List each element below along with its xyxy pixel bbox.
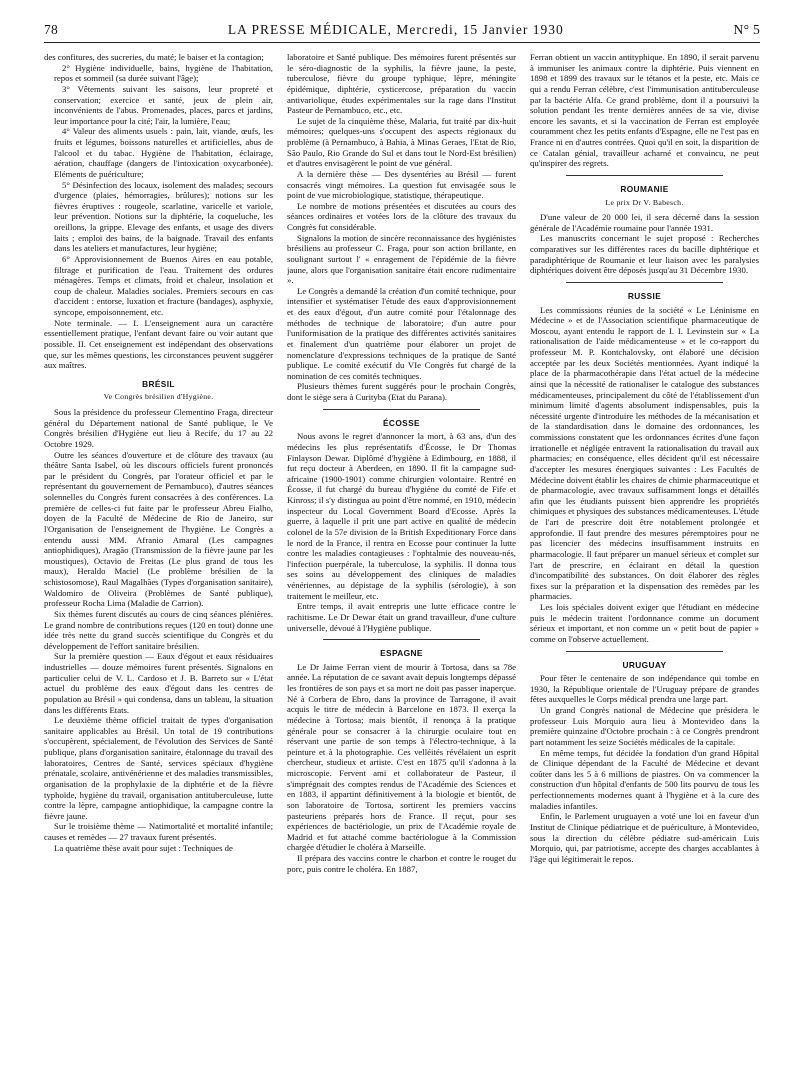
- paragraph: Pour fêter le centenaire de son indépendance qui tombe en 1930, la République orientale de l'Uruguay prépare de grandes fêtes auxquelles le Corps médical prendra une large part.: [530, 673, 759, 705]
- section-subheading: Ve Congrès brésilien d'Hygiène.: [103, 392, 214, 402]
- list-item: 4° Valeur des aliments usuels : pain, lait, viande, œufs, les fruits et légumes, boissons naturelles et artificielles, abus de l'alcool et du tabac. Hygiène de l'habitation, éclairage, aération, chauffage (dangers de l'intoxication oxycarbonée). Eléments de puériculture;: [54, 126, 273, 179]
- paragraph: Un grand Congrès national de Médecine que présidera le professeur Luis Morquio aura lieu à Montevideo dans la première quinzaine d'Octobre prochain : à ce Congrès prendront part notamment les seize Sociétés médicales de la capitale.: [530, 705, 759, 747]
- page-header: [44, 22, 760, 43]
- section-heading-espagne: ESPAGNE: [380, 648, 423, 659]
- paragraph: Sur le troisième thème — Natimortalité et mortalité infantile; causes et remèdes — 27 travaux furent présentés.: [44, 821, 273, 842]
- paragraph: La quatrième thèse avait pour sujet : Techniques de: [54, 842, 233, 853]
- paragraph: Les lois spéciales doivent exiger que l'étudiant en médecine puis le médecin traitent l'ordonnance comme un document sérieux et important, et non comme un « petit bout de papier » comme on l'observe actuellement.: [530, 602, 759, 644]
- divider: [323, 409, 480, 410]
- paragraph: Le Congrès a demandé la création d'un comité technique, pour intensifier et systématiser l'étude des eaux d'approvisionnement et des eaux d'égout, d'un autre comité pour l'étalonnage des méthodes de technique de laboratoire; d'un autre pour l'uniformisation de la pratique des différentes activités sanitaires et finalement d'un quatrième pour élaborer un projet de nomenclature d'expressions techniques de la pratique de Santé publique. Le comité exécutif du VIe Congrès fut chargé de la nomination de ces comités techniques.: [287, 285, 516, 381]
- section-heading-ecosse: ÉCOSSE: [383, 417, 420, 428]
- paragraph: Le deuxième thème officiel traitait de types d'organisation sanitaire applicables au Brésil. Un total de 19 contributions s'occupèrent, spécialement, de l'évolution des Services de Santé publique, plans d'organisation sanitaire, étalonnage du travail des laboratoires, Centres de Santé, services spéciaux d'hygiène prénatale, scolaire, antivénérienne et des maladies transmissibles, organisation de la prophylaxie de la diphtérie et de la fièvre typhoïde, hygiène du travail, organisation antituberculeuse, lutte contre la lèpre, campagne antiophidique, la campagne contre la fièvre jaune.: [44, 715, 273, 821]
- paragraph: Nous avons le regret d'annoncer la mort, à 63 ans, d'un des médecins les plus représentatifs d'Écosse, le Dr Thomas Finlayson Dewar. Diplômé d'hygiène à Edimbourg, en 1888, il fut reçu docteur à Aberdeen, en 1890. Il fit la campagne sud-africaine (1900-1901) comme chirurgien volontaire. Rentré en Écosse, il fut chargé du bureau d'hygiène du comté de Fife et Kinross; il s'y distingua au point d'être nommé, en 1910, médecin inspecteur du Local Government Board d'Ecosse. Après la guerre, à laquelle il prit une part active en qualité de médecin colonel de la 57e division de la British Expeditionary Force dans le nord de la France, il rentra en Ecosse pour continuer la lutte contre les maladies contagieuses : l'ophtalmie des nouveau-nés, l'infection puerpérale, la tuberculose, la syphilis. Il donna tous ses soins au développement des cliniques de maladies vénériennes, au dépistage de la syphilis (sérologie), à son traitement le meilleur, etc.: [287, 431, 516, 601]
- section-heading-roumanie: ROUMANIE: [620, 183, 669, 194]
- paragraph: A la dernière thèse — Des dysentéries au Brésil — furent consacrés vingt mémoires. La question fut envisagée sous le point de vue microbiologique, statistique, thérapeutique.: [287, 168, 516, 201]
- paragraph: D'une valeur de 20 000 lei, il sera décerné dans la session générale de l'Académie roumaine pour l'année 1931.: [530, 212, 759, 233]
- list-item: 2° Hygiène individuelle, bains, hygiène de l'habitation, repos et sommeil (sa durée suivant l'âge);: [54, 62, 273, 84]
- column-3: [530, 52, 759, 1062]
- divider: [323, 639, 480, 640]
- column-1: [44, 52, 273, 1062]
- paragraph: Note terminale. — I. L'enseignement aura un caractère essentiellement pratique, l'enfant devant faire ou voir autant que possible. II. Cet enseignement est indépendant des observations que, sur les mêmes questions, les circonstances peuvent suggérer aux maîtres.: [44, 317, 273, 371]
- divider: [566, 175, 723, 176]
- list-item: 3° Vêtements suivant les saisons, leur propreté et conservation; exercice et santé, jeux de plein air, inconvénients de l'abus. Promenades, places, parcs et jardins, leur importance pour la cité; l'air, la lumière, l'eau;: [54, 83, 273, 126]
- paragraph: Signalons la motion de sincère reconnaissance des hygiénistes brésiliens au professeur C. Fraga, pour son action brillante, en soulignant surtout l' « enragement de l'épidémie de la fièvre jaune, alors que l'organisation sanitaire était encore rudimentaire ».: [287, 232, 516, 286]
- paragraph: Enfin, le Parlement uruguayen a voté une loi en faveur d'un Institut de Clinique pédiatrique et de puériculture, à Montevideo, sous la direction du célèbre pédiatre sud-américain Luis Morquio, qui, par patriotisme, accepte des charges accablantes à l'âge qui légitimerait le repos.: [530, 811, 759, 864]
- issue-number: N° 5: [733, 22, 760, 37]
- paragraph: Il prépara des vaccins contre le charbon et contre le rouget du porc, puis contre le choléra. En 1887,: [287, 853, 516, 874]
- paragraph: des confitures, des sucreries, du maté; le baiser et la contagion;: [44, 52, 264, 62]
- section-heading-bresil: BRÉSIL: [142, 378, 175, 389]
- paragraph: Le Dr Jaime Ferran vient de mourir à Tortosa, dans sa 78e année. La réputation de ce savant avait depuis longtemps dépassé les frontières de son pays et sa mort ne doit pas passer inaperçue. Né à Corbera de Ebro, dans la province de Tarragone, il avait acquis le titre de médecin à Barcelone en 1873. Il exerça la médecine à Tortosa; mais bientôt, il renonça à la pratique générale pour se consacrer à la chirurgie oculaire tout en réservant une partie de son temps à l'électro-technique, à la peinture et à la photographie. Ces velléités révélaient un esprit chercheur, studieux et artiste. C'est en 1875 qu'il s'adonna à la microscopie. Fervent ami et collaborateur de Pasteur, il s'imprégnait des comptes rendus de l'Académie des Sciences et en 1883, il appartint définitivement à la biologie et bientôt, de son laboratoire de Tortosa, sortirent les premiers vaccins pasteuriens préparés hors de France. Il reçut, pour ses expériences de bactériologie, un prix de l'Académie royale de Madrid et fut attaché comme bactériologue à la Commission chargée d'étudier le choléra à Marseille.: [287, 661, 516, 853]
- paragraph: Plusieurs thèmes furent suggérés pour le prochain Congrès, dont le siège sera à Curityba (Etat du Parana).: [287, 381, 516, 402]
- newspaper-page: [44, 22, 760, 1074]
- page-number: 78: [44, 22, 59, 37]
- column-2: [287, 52, 516, 1062]
- section-subheading: Le prix Dr V. Babesch.: [605, 197, 684, 207]
- journal-title: LA PRESSE MÉDICALE, Mercredi, 15 Janvier 1930: [227, 22, 564, 37]
- paragraph: laboratoire et Santé publique. Des mémoires furent présentés sur le séro-diagnostic de la syphilis, la fièvre jaune, la peste, tuberculose, fièvre du groupe typhique, lèpre, méningite épidémique, diphtérie, cysticercose, préparation du vaccin antivariolique, études expérimentales sur la rage dans l'Institut Pasteur de Pernambuco, etc., etc.: [287, 52, 516, 116]
- paragraph: Outre les séances d'ouverture et de clôture des travaux (au théâtre Santa Isabel, où les discours officiels furent prononcés par le président du Congrès, par l'orateur officiel et par le représentant du gouvernement de Pernambuco), d'autres séances solennelles du Congrès furent consacrées à des conférences. La première de celles-ci fut faite par le professeur Abreu Fialho, doyen de la Faculté de Médecine de Rio de Janeiro, sur l'Organisation de l'enseignement de l'hygiène. Le Congrès a entendu aussi MM. Afranio Amaral (Les campagnes antiophidiques), Aragão (Transmission de la fièvre jaune par les moustiques), Octavio de Freitas (Le plus grand de tous les maux), Heraldo Maciel (Le problème brésilien de la schistosomose), Raul Magalhães (Types d'organisation sanitaire), Waldomiro de Oliveira (Problèmes de Santé publique), professeur Rocha Lima (Maladie de Carrion).: [44, 449, 273, 609]
- paragraph: Sur la première question — Eaux d'égout et eaux résiduaires industrielles — douze mémoires furent présentés. Signalons en particulier celui de V. L. Cardoso et J. B. Barreto sur « L'état actuel du problème des eaux d'égout dans les centres de population au Brésil » qui condensa, dans un tableau, la situation dans les différents Etats.: [44, 651, 273, 715]
- list-item: 5° Désinfection des locaux, isolement des malades; secours d'urgence (plaies, hémorragies, brûlures); notions sur les fièvres éruptives : rougeole, scarlatine, varicelle et variole, leur prévention. Notions sur la diphtérie, la coqueluche, les oreillons, la grippe. Elevage des enfants, et usage des divers laits ; emploi des bains, de la baignade. Travail des enfants dans les ateliers et manufactures, leur hygiène;: [54, 179, 273, 254]
- paragraph: Les manuscrits concernant le sujet proposé : Recherches comparatives sur les différentes races du bacille diphtérique et paradiphtérique de Roumanie et leur liaison avec les paralysies diphtériques doivent être déposés jusqu'au 31 Décembre 1930.: [530, 233, 759, 276]
- paragraph: Sous la présidence du professeur Clementino Fraga, directeur général du Département national de Santé publique, le Ve Congrès brésilien d'Hygiène eut lieu à Recife, du 17 au 22 Octobre 1929.: [44, 407, 273, 449]
- section-heading-uruguay: URUGUAY: [622, 659, 667, 670]
- paragraph: Le sujet de la cinquième thèse, Malaria, fut traité par dix-huit mémoires; quelques-uns s'occupent des aspects régionaux du problème (à Pernambuco, à Bahia, à Minas Geraes, l'Etat de Rio, São Paulo, Rio Grande do Sul et dans tout le Nord-Est brésilien) et d'autres envisagèrent le point de vue général.: [287, 115, 516, 169]
- section-heading-russie: RUSSIE: [627, 290, 662, 301]
- paragraph: Les commissions réunies de la société « Le Léninisme en Médecine » et de l'Association scientifique pharmaceutique de Moscou, ayant entendu le rapport de I. I. Levinstein sur « La rationalisation de l'aide médicamenteuse » et le co-rapport du professeur M. P. Kontchalovsky, ont élaboré une décision acceptée par les deux Sociétés mentionnées. Ayant indiqué la place de la pharmacothérapie dans l'état actuel de la médecine ainsi que la nécessité de rationaliser le catalogue des substances médicamenteuses, principalement du côté de l'établissement d'un minimum limité d'agents absolument indispensables, puis la nécessité urgente d'introduire les méthodes de la mécanisation et de la standardisation dans le domaine des ordonnances, les commissions constatent que les ordonnances écrites d'une façon irrationelle et négligée entravent la rationalisation du travail aux pharmacies; en conséquence, elles décident qu'il est nécessaire d'accepter les mesures énergiques suivantes : Les Facultés de Médecine doivent établir les chaires de chimie pharmaceutique et de pharmacologie, avec travaux suffisamment longs et détaillés afin que les étudiants puissent bien apprendre les propriétés chimiques et physiques des substances médicamenteuses. L'étude de l'art de prescrire doit être notablement prolongée et approfondie. Il faut prendre des mesures péremptoires pour ne pas licencier des médecins insuffisamment instruits en pharmacologie. Il faut préparer un manuel sérieux et complet sur l'art de prescrire, en éclairant en détail la question d'incompatibilité des substances. On doit élaborer des règles fixes sur la préparation et la dispensation des remèdes par les pharmacies.: [530, 304, 759, 602]
- paragraph: En même temps, fut décidée la fondation d'un grand Hôpital de Clinique dépendant de la Faculté de Médecine et devant coûter dans les 5 à 6 millions de piastres. On va commencer la construction d'un hôpital d'enfants de 500 lits pourvu de tous les perfectionnements modernes quant à l'hygiène et à la cure des maladies infantiles.: [530, 747, 759, 811]
- paragraph: Entre temps, il avait entrepris une lutte efficace contre le rachitisme. Le Dr Dewar était un grand travailleur, d'une culture universelle, dévoué à l'Hygiène publique.: [287, 601, 516, 633]
- divider: [566, 651, 723, 652]
- paragraph: Le nombre de motions présentées et discutées au cours des séances ordinaires et votées lors de la clôture des travaux du Congrès fut considérable.: [287, 200, 516, 232]
- list-item: 6° Approvisionnement de Buenos Aires en eau potable, filtrage et purification de l'eau. Traitement des ordures ménagères. Temps et climats, froid et chaleur, insolation et coup de chaleur. Maladies sociales. Premiers secours en cas d'accident : entorse, luxation et fracture (bandages), asphyxie, syncope, empoisonnement, etc.: [54, 253, 273, 317]
- divider: [566, 282, 723, 283]
- paragraph: Six thèmes furent discutés au cours de cinq séances plénières. Le grand nombre de contributions reçues (120 en tout) donne une idée très nette du grand succès scientifique du Congrès et du développement de l'effort sanitaire brésilien.: [44, 608, 273, 651]
- paragraph: Ferran obtient un vaccin antityphique. En 1890, il serait parvenu à immuniser les animaux contre la diphtérie. Puis viennent en 1898 et 1899 des travaux sur le tétanos et la peste, etc. Mais ce qui a rendu Ferran célèbre, c'est l'immunisation antituberculeuse par la bactérie Alfa. Ce grand problème, dont il a poursuivi la solution pendant les trente dernières années de sa vie, divise encore les savants, et si la vaccination de Ferran est employée couramment chez les petits enfants d'Espagne, elle ne l'est pas en France ni en d'autres contrées. Quoi qu'il en soit, la disparition de ce Catalan génial, travailleur acharné et convaincu, ne peut qu'inspirer des regrets.: [530, 52, 759, 169]
